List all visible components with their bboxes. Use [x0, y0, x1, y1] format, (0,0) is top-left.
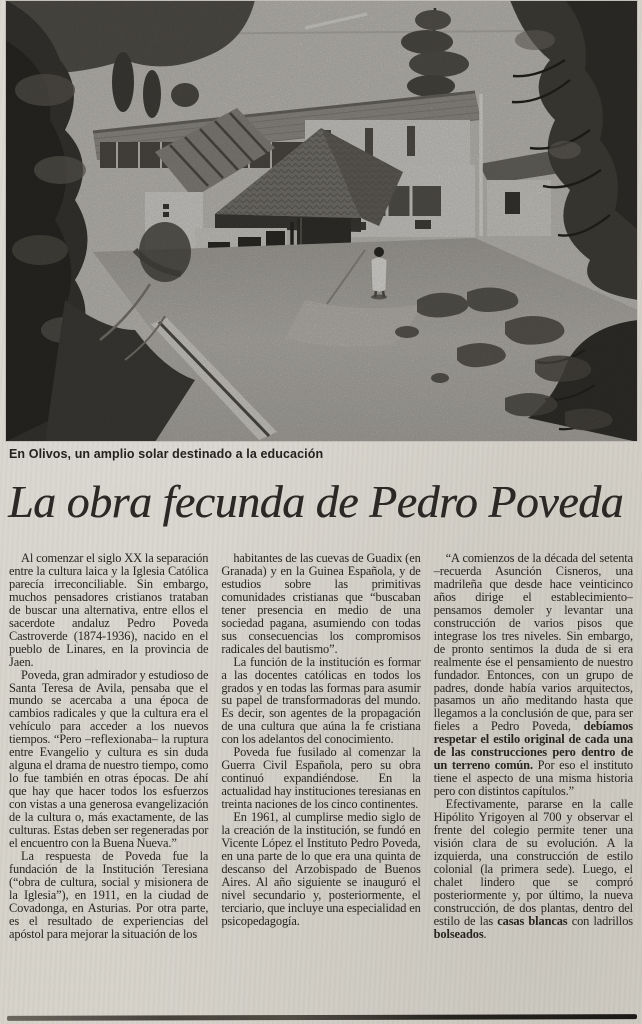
text-run: Al comenzar el siglo XX la separación entre la cultura laica y la Iglesia Católica parecía irreconciliable. Sin embargo, muchos pensadores cristianos trataban de buscar una alternativa, entre ellos el sacerdote andaluz Pedro Poveda Castroverde (1874-1936), nacido en el pueblo de Linares, en la provincia de Jaen.: [9, 552, 209, 669]
text-run: “A comienzos de la década del setenta –recuerda Asunción Cisneros, una madrileña que desde hace veinticinco años dirige el establecimiento– pensamos demoler y levantar una construcción de varios pisos que integrase los tres niveles. Sin embargo, de pronto sentimos la duda de si era realmente ése el pensamiento de nuestro fundador. Entonces, con un grupo de padres, donde había varios arquitectos, pasamos un año meditando hasta que llegamos a la conclusión de que, para ser fieles a Pedro Poveda,: [433, 552, 633, 734]
bottom-divider-rule: [7, 1014, 637, 1021]
text-run: con ladrillos: [567, 913, 633, 928]
paragraph: [434, 552, 633, 798]
paragraph: [9, 669, 208, 850]
text-run: La respuesta de Poveda fue la fundación de la Institución Teresiana (“obra de cultura, social y misionera de la Iglesia”), en 1911, en la ciudad de Covadonga, en Asturias. Por otra parte, es el resultado de experiencias del apóstol para mejorar la situación de los: [9, 848, 209, 941]
paragraph: [221, 811, 420, 928]
paragraph: [221, 746, 420, 811]
bold-text-run: casas blancas: [497, 913, 568, 928]
article-column-1: [9, 552, 208, 1014]
aerial-photo-illustration: [5, 0, 638, 442]
text-run: habitantes de las cuevas de Guadix (en Granada) y en la Guinea Española, y de estudios sobre las primitivas comunidades cristianas que “buscaban tener presencia en medio de una sociedad pagana, asumiendo con todas sus consecuencias los compromisos radicales del bautismo”.: [221, 552, 421, 656]
photo-caption: En Olivos, un amplio solar destinado a la educación: [9, 447, 324, 461]
text-run: En 1961, al cumplirse medio siglo de la creación de la institución, se fundó en Vicente López el Instituto Pedro Poveda, en una parte de lo que era una quinta de descanso del Arzobispado de Buenos Aires. Al año siguiente se inauguró el nivel secundario y, posteriormente, el terciario, que incluye una especialidad en psicopedagogía.: [221, 810, 421, 928]
text-run: .: [483, 926, 487, 941]
article-column-2: [221, 552, 420, 1014]
text-run: La función de la institución es formar a las docentes católicas en todos los grados y en todas las formas para asumir su papel de transformadoras del mundo. Es decir, son agentes de la propagación de una cultura que aúna la fe cristiana con los adelantos del conocimiento.: [221, 654, 421, 747]
paragraph: [9, 850, 208, 941]
text-run: Por eso el instituto tiene el aspecto de una misma historia pero con distintos capítulos.”: [433, 758, 633, 799]
text-run: Poveda, gran admirador y estudioso de Santa Teresa de Avila, pensaba que el mundo se acercaba a una época de cambios radicales y que la cultura era el vehículo para acceder a los nuevos tiempos. “Pero –reflexionaba– la ruptura entre Evangelio y cultura es sin duda alguna el drama de nuestro tiempo, como lo fue también en otras épocas. De ahí que hay que hacer todos los esfuerzos con vistas a una generosa evangelización de la cultura o, más exactamente, de las culturas. Estas deben ser regeneradas por el encuentro con la Buena Nueva.”: [9, 667, 209, 850]
paragraph: [221, 552, 420, 656]
text-run: Poveda fue fusilado al comenzar la Guerra Civil Española, pero su obra continuó expandiéndose. En la actualidad hay instituciones teresianas en treinta naciones de los cinco continentes.: [221, 745, 421, 812]
paragraph: [9, 552, 208, 669]
bold-text-run: debíamos respetar el estilo original de cada una de las construcciones pero dentro de un terreno común.: [433, 719, 633, 773]
article-headline: La obra fecunda de Pedro Poveda: [8, 476, 624, 527]
halftone-grain-overlay: [5, 0, 638, 442]
paragraph: [221, 656, 420, 747]
article-column-3: [434, 552, 633, 1014]
aerial-photo: [5, 0, 638, 442]
article-columns: [9, 552, 633, 1014]
text-run: Efectivamente, pararse en la calle Hipólito Yrigoyen al 700 y observar el frente del colegio permite tener una visión clara de su evolución. A la izquierda, una construcción de estilo colonial (la primera sede). Luego, el chalet lindero que se compró posteriormente y, por último, la nueva construcción, de dos plantas, dentro del estilo de las: [433, 797, 633, 928]
bold-text-run: bolseados: [433, 926, 484, 941]
paragraph: [434, 798, 633, 940]
